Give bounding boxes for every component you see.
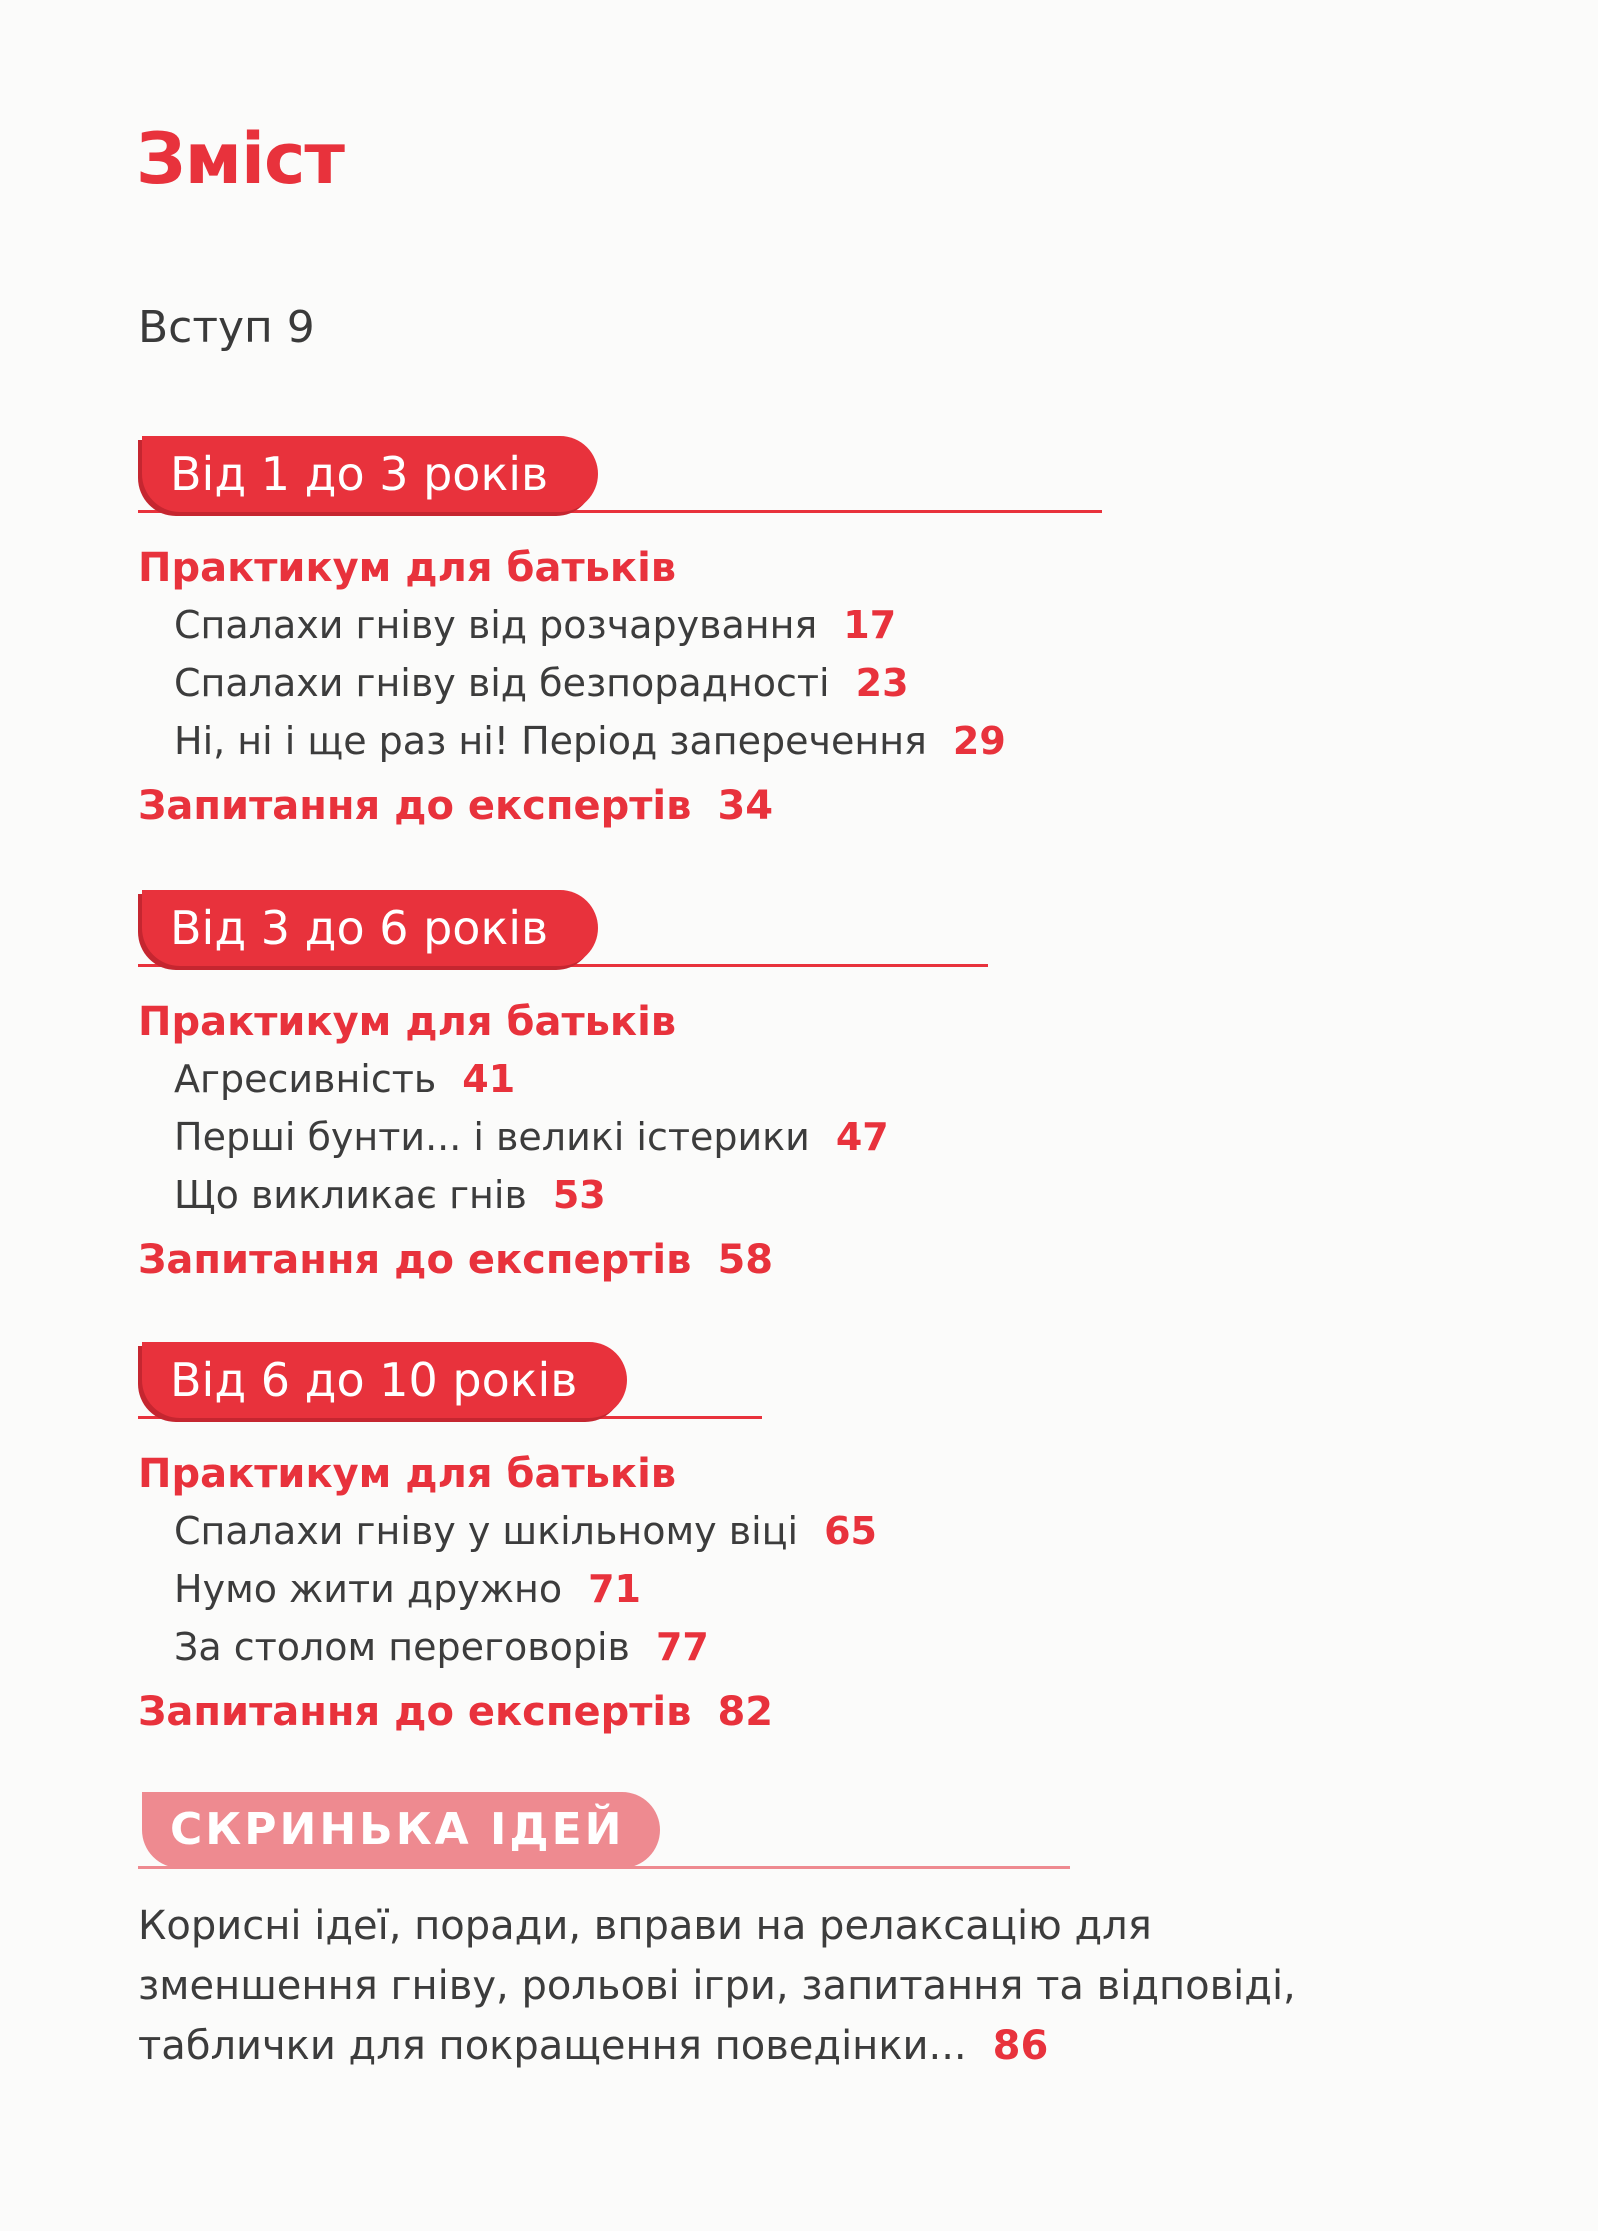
entry-title: За столом переговорів xyxy=(174,1625,630,1669)
page-number: 23 xyxy=(855,661,909,705)
toc-entry xyxy=(174,1560,877,1618)
practicum-heading: Практикум для батьків xyxy=(138,545,677,591)
entry-title: Спалахи гніву від розчарування xyxy=(174,603,818,647)
intro-entry: Вступ 9 xyxy=(138,302,315,353)
entry-title: Запитання до експертів xyxy=(138,783,692,829)
toc-section xyxy=(138,890,889,1288)
entry-title: Спалахи гніву від безпорадності xyxy=(174,661,830,705)
section-header xyxy=(138,1342,877,1422)
page-number: 65 xyxy=(824,1509,877,1553)
toc-entry xyxy=(174,596,1006,654)
page-title: Зміст xyxy=(136,118,345,200)
section-header xyxy=(138,436,1006,516)
entry-title: Агресивність xyxy=(174,1057,437,1101)
ideas-text: Корисні ідеї, поради, вправи на релаксацію для зменшення гніву, рольові ігри, запитання та відповіді, таблички для покращення поведінки... xyxy=(138,1903,1296,2069)
toc-entry xyxy=(174,1618,877,1676)
toc-entry xyxy=(174,1166,889,1224)
toc-entry xyxy=(174,712,1006,770)
experts-entry xyxy=(138,778,1006,834)
page-number: 58 xyxy=(717,1237,774,1283)
toc-entry xyxy=(174,654,1006,712)
section-header xyxy=(138,890,889,970)
ideas-section xyxy=(138,1792,1378,2076)
page-number: 34 xyxy=(717,783,774,829)
experts-entry xyxy=(138,1684,877,1740)
page-number: 71 xyxy=(588,1567,641,1611)
section-heading: Від 6 до 10 років xyxy=(142,1342,627,1418)
page-number: 53 xyxy=(552,1173,606,1217)
practicum-heading: Практикум для батьків xyxy=(138,999,677,1045)
entry-title: Запитання до експертів xyxy=(138,1689,692,1735)
entry-title: Нумо жити дружно xyxy=(174,1567,563,1611)
experts-entry xyxy=(138,1232,889,1288)
page-number: 77 xyxy=(655,1625,709,1669)
section-heading: Від 1 до 3 років xyxy=(142,436,598,512)
practicum-heading: Практикум для батьків xyxy=(138,1451,677,1497)
section-heading: Від 3 до 6 років xyxy=(142,890,598,966)
page-number: 41 xyxy=(462,1057,516,1101)
page-number: 29 xyxy=(952,719,1006,763)
page-number: 82 xyxy=(717,1689,774,1735)
page-number: 17 xyxy=(843,603,897,647)
ideas-description xyxy=(138,1896,1378,2076)
page-number: 86 xyxy=(992,2023,1049,2069)
toc-entry xyxy=(174,1108,889,1166)
page-number: 47 xyxy=(835,1115,889,1159)
toc-entry xyxy=(174,1050,889,1108)
entry-title: Запитання до експертів xyxy=(138,1237,692,1283)
ideas-header xyxy=(138,1792,1378,1872)
entry-title: Ні, ні і ще раз ні! Період заперечення xyxy=(174,719,927,763)
toc-section xyxy=(138,436,1006,834)
entry-title: Спалахи гніву у шкільному віці xyxy=(174,1509,799,1553)
entry-title: Що викликає гнів xyxy=(174,1173,527,1217)
ideas-heading: СКРИНЬКА ІДЕЙ xyxy=(142,1792,660,1868)
toc-entry xyxy=(174,1502,877,1560)
entry-title: Перші бунти... і великі істерики xyxy=(174,1115,810,1159)
toc-section xyxy=(138,1342,877,1740)
